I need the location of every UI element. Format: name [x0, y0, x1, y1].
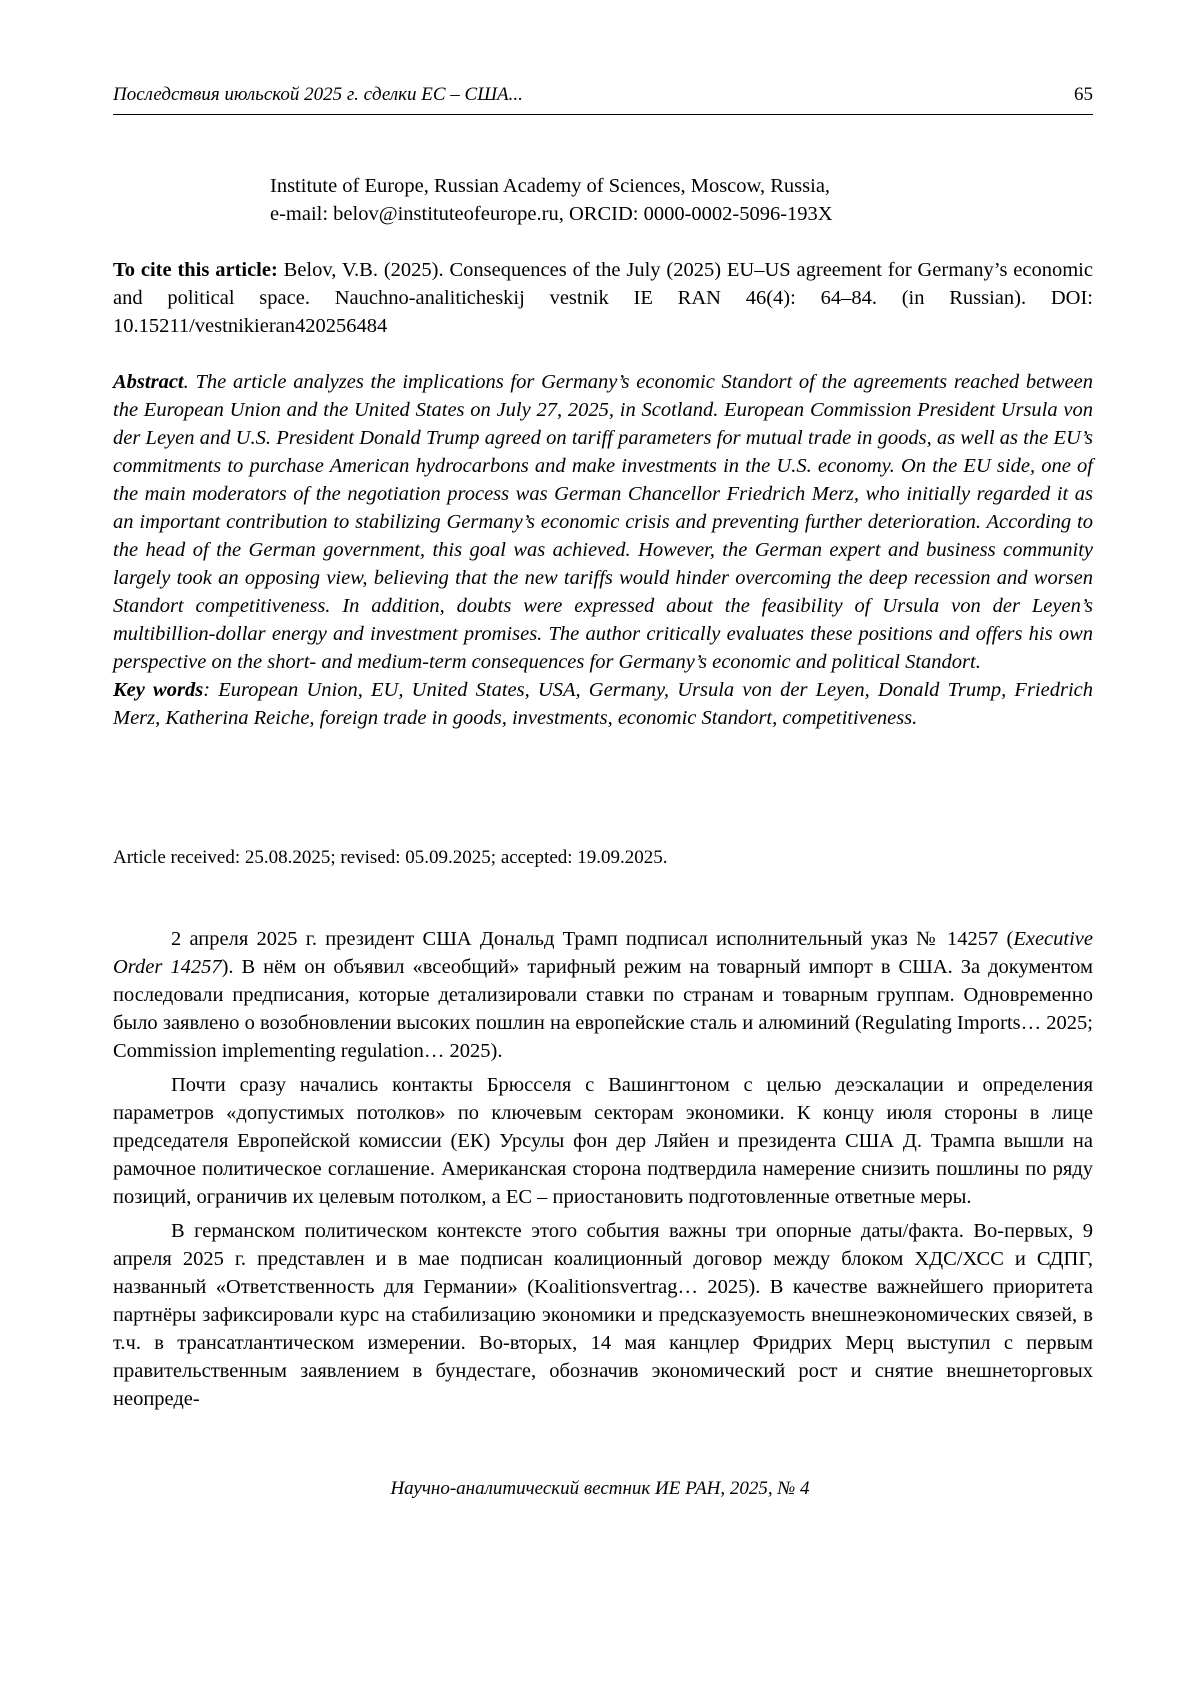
abstract-label: Abstract [113, 371, 184, 393]
abstract-text: . The article analyzes the implications for Germany’s economic Standort of the agreements reached between the European Union and the United States on July 27, 2025, in Scotland. European Commission President Ursula von der Leyen and U.S. President Donald Trump agreed on tariff parameters for mutual trade in goods, as well as the EU’s commitments to purchase American hydrocarbons and make investments in the U.S. economy. On the EU side, one of the main moderators of the negotiation process was German Chancellor Friedrich Merz, who initially regarded it as an important contribution to stabilizing Germany’s economic crisis and preventing further deterioration. According to the head of the German government, this goal was achieved. However, the German expert and business community largely took an opposing view, believing that the new tariffs would hinder overcoming the deep recession and worsen Standort competitiveness. In addition, doubts were expressed about the feasibility of Ursula von der Leyen’s multibillion-dollar energy and investment promises. The author critically evaluates these positions and offers his own perspective on the short- and medium-term consequences for Germany’s economic and political Standort. [113, 371, 1093, 673]
body-paragraph [113, 925, 1093, 1065]
executive-order-ref: Executive Order 14257 [113, 928, 1093, 978]
keywords-text: : European Union, EU, United States, USA, Germany, Ursula von der Leyen, Donald Trump, Friedrich Merz, Katherina Reiche, foreign trade in goods, investments, economic Standort, competitiveness. [113, 679, 1094, 729]
citation-block [113, 256, 1093, 340]
affiliation-line: Institute of Europe, Russian Academy of Sciences, Moscow, Russia, [270, 175, 831, 197]
journal-footer: Научно-аналитический вестник ИЕ РАН, 2025, № 4 [390, 1478, 810, 1499]
keywords-label: Key words [113, 679, 204, 701]
affiliation [270, 172, 1030, 228]
body-paragraph: Почти сразу начались контакты Брюсселя с Вашингтоном с целью деэскалации и определения параметров «допустимых потолков» по ключевым секторам экономики. К концу июля стороны в лице председателя Европейской комиссии (ЕК) Урсулы фон дер Ляйен и президента США Д. Трампа вышли на рамочное политическое соглашение. Американская сторона подтвердила намерение снизить пошлины по ряду позиций, ограничив их целевым потолком, а ЕС – приостановить подготовленные ответные меры. [113, 1074, 1093, 1208]
body-paragraph: В германском политическом контексте этого события важны три опорные даты/факта. Во-первых, 9 апреля 2025 г. представлен и в мае подписан коалиционный договор между блоком ХДС/ХСС и СДПГ, названный «Ответственность для Германии» (Koalitionsvertrag… 2025). В качестве важнейшего приоритета партнёры зафиксировали курс на стабилизацию экономики и предсказуемость внешнеэкономических связей, в т.ч. в трансатлантическом измерении. Во-вторых, 14 мая канцлер Фридрих Мерц выступил с первым правительственным заявлением в бундестаге, обозначив экономический рост и снятие внешнеторговых неопреде- [113, 1220, 1093, 1410]
citation-label: To cite this article: [113, 259, 278, 281]
running-title: Последствия июльской 2025 г. сделки ЕС – США... [113, 84, 523, 105]
email-orcid-line: e-mail: belov@instituteofeurope.ru, ORCID: 0000-0002-5096-193X [270, 203, 833, 225]
body-paragraph-text: 2 апреля 2025 г. президент США Дональд Трамп подписал исполнительный указ № 14257 ( [171, 928, 1014, 950]
header-rule [113, 114, 1093, 115]
body-text [113, 925, 1093, 1419]
body-paragraph-text: ). В нём он объявил «всеобщий» тарифный режим на товарный импорт в США. За документом последовали предписания, которые детализировали ставки по странам и товарным группам. Одновременно было заявлено о возобновлении высоких пошлин на европейские сталь и алюминий (Regulating Imports… 2025; Commission implementing regulation… 2025). [113, 956, 1094, 1062]
abstract-block [113, 368, 1093, 732]
article-dates: Article received: 25.08.2025; revised: 05.09.2025; accepted: 19.09.2025. [113, 847, 668, 868]
running-head [113, 84, 1093, 106]
page-number: 65 [1074, 84, 1093, 105]
citation-text: Belov, V.B. (2025). Consequences of the July (2025) EU–US agreement for Germany’s economic and political space. Nauchno-analiticheskij vestnik IE RAN 46(4): 64–84. (in Russian). DOI: 10.15211/vestnikieran420256484 [113, 259, 1093, 337]
